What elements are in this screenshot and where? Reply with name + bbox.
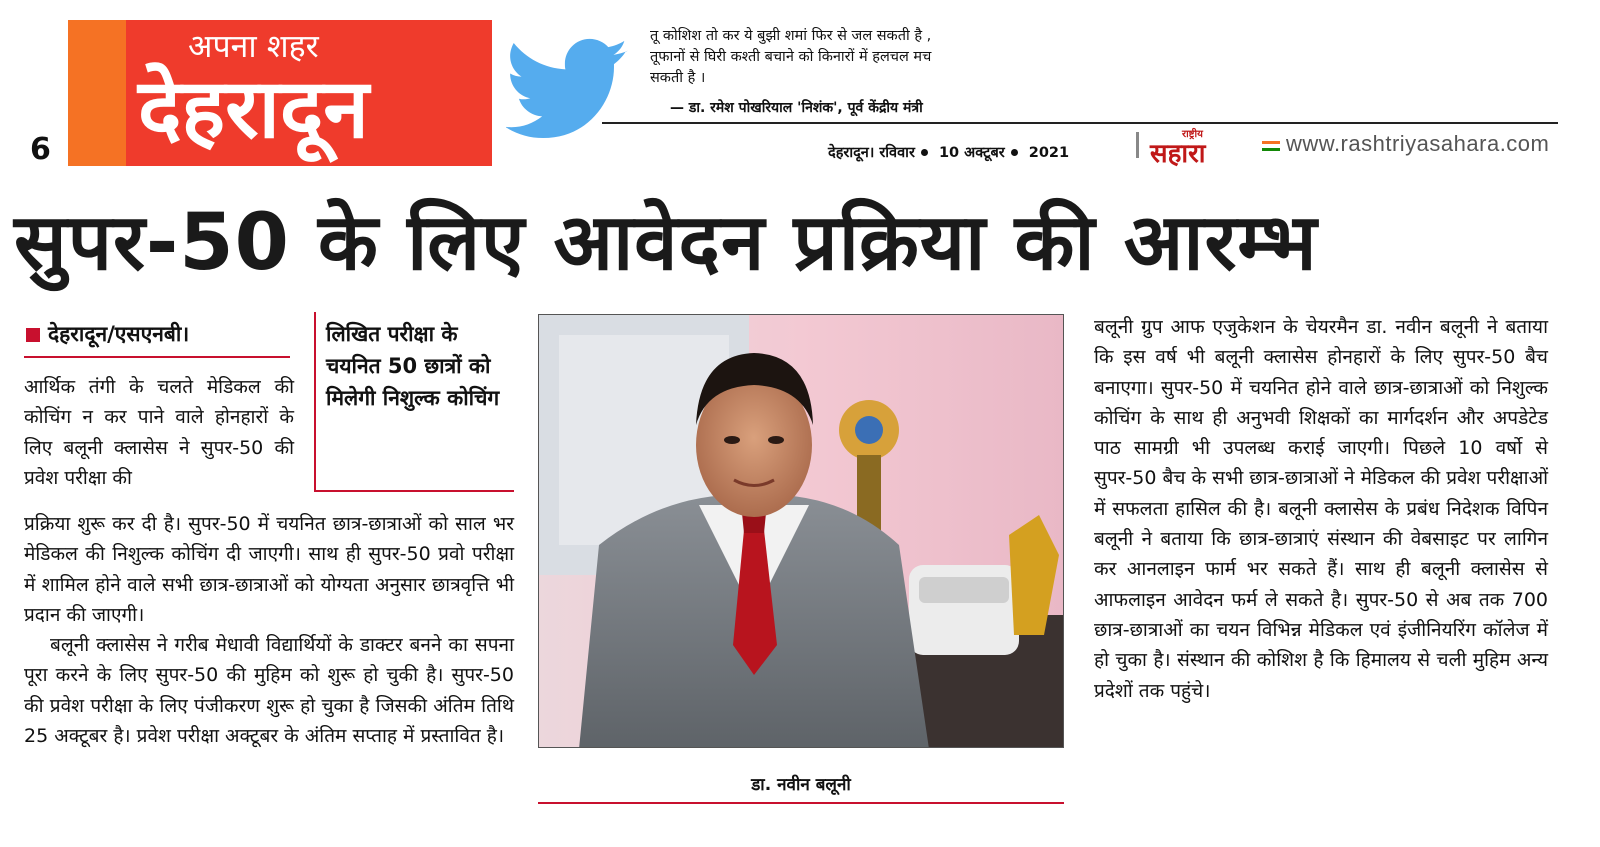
brand-small-label: राष्ट्रीय — [1182, 129, 1203, 140]
byline-rule — [24, 356, 290, 358]
masthead-city-title: देहरादून — [138, 62, 369, 157]
bullet-icon — [1011, 149, 1018, 156]
brand-name: सहारा — [1150, 139, 1206, 169]
flag-stripes-icon — [1262, 141, 1280, 151]
dateline-date: 10 अक्टूबर — [938, 145, 1005, 161]
article-paragraph: बलूनी ग्रुप आफ एजुकेशन के चेयरमैन डा. नवीन बलूनी ने बताया कि इस वर्ष भी बलूनी क्लासेस होनहारों के लिए सुपर-50 बैच बनाएगा। सुपर-50 में चयनित होने वाले छात्र-छात्राओं को निशुल्क कोचिंग के साथ ही अनुभवी शिक्षकों का मार्गदर्शन और अपडेटेड पाठ सामग्री भी उपलब्ध कराई जाएगी। पिछले 10 वर्षो से सुपर-50 बैच के सभी छात्र-छात्राओं ने मेडिकल की प्रवेश परीक्षाओं में सफलता हासिल की है। बलूनी क्लासेस के प्रबंध निदेशक विपिन बलूनी ने बताया कि छात्र-छात्राएं संस्थान की वेबसाइट पर लागिन कर आनलाइन फार्म भर सकते हैं। साथ ही बलूनी क्लासेस से आफलाइन आवेदन फर्म ले सकते है। सुपर-50 से अब तक 700 छात्र-छात्राओं का चयन विभिन्न मेडिकल एवं इंजीनियरिंग कॉलेज में हो चुका है। संस्थान की कोशिश है कि हिमालय से चली मुहिम अन्य प्रदेशों तक पहुंचे। — [1094, 316, 1548, 702]
twitter-bird-icon — [506, 38, 630, 142]
caption-rule — [538, 802, 1064, 804]
byline-text: देहरादून/एसएनबी। — [48, 322, 190, 346]
tweet-attribution: — डा. रमेश पोखरियाल 'निशंक', पूर्व केंद्रीय मंत्री — [670, 100, 923, 116]
article-paragraph: आर्थिक तंगी के चलते मेडिकल की कोचिंग न कर पाने वाले होनहारों के लिए बलूनी क्लासेस ने सुपर-50 की प्रवेश परीक्षा की — [24, 376, 294, 489]
article-paragraph: प्रक्रिया शुरू कर दी है। सुपर-50 में चयनित छात्र-छात्राओं को साल भर मेडिकल की निशुल्क कोचिंग दी जाएगी। साथ ही सुपर-50 प्रवो परीक्षा में शामिल होने वाले सभी छात्र-छात्राओं को योग्यता अनुसार छात्रवृत्ति भी प्रदान की जाएगी। — [24, 513, 514, 626]
left-column-body — [24, 509, 514, 751]
right-column-body — [1094, 312, 1548, 706]
pull-quote-box — [314, 312, 514, 492]
dateline — [828, 142, 1069, 162]
dateline-year: 2021 — [1028, 145, 1070, 161]
page-number: 6 — [30, 132, 51, 167]
masthead — [68, 20, 492, 166]
left-column-intro — [24, 372, 294, 493]
brand-url: www.rashtriyasahara.com — [1286, 131, 1550, 156]
brand-divider — [1136, 132, 1139, 158]
article-paragraph: बलूनी क्लासेस ने गरीब मेधावी विद्यार्थियों के डाक्टर बनने का सपना पूरा करने के लिए सुपर-50 की मुहिम को शुरू हो चुकी है। सुपर-50 की प्रवेश परीक्षा के लिए पंजीकरण शुरू हो चुका है जिसकी अंतिम तिथि 25 अक्टूबर है। प्रवेश परीक्षा अक्टूबर के अंतिम सप्ताह में प्रस्तावित है। — [24, 634, 514, 748]
byline — [26, 320, 189, 348]
headline: सुपर-50 के लिए आवेदन प्रक्रिया की आरम्भ — [14, 198, 1318, 288]
portrait-illustration — [539, 315, 1064, 748]
photo-caption: डा. नवीन बलूनी — [751, 775, 851, 795]
masthead-strip — [68, 20, 126, 166]
brand-block — [1136, 128, 1556, 169]
masthead-small-title: अपना शहर — [188, 27, 319, 65]
pull-quote-text: लिखित परीक्षा के चयनित 50 छात्रों को मिलेगी निशुल्क कोचिंग — [326, 322, 500, 410]
header-rule — [602, 122, 1558, 124]
bullet-icon — [921, 149, 928, 156]
byline-square-icon — [26, 328, 40, 342]
portrait-photo — [538, 314, 1064, 748]
tweet-quote: तू कोशिश तो कर ये बुझी शमां फिर से जल सकती है , तूफानों से घिरी कश्ती बचाने को किनारों में हलचल मच सकती है । — [650, 28, 932, 86]
dateline-place-day: देहरादून। रविवार — [828, 145, 915, 161]
